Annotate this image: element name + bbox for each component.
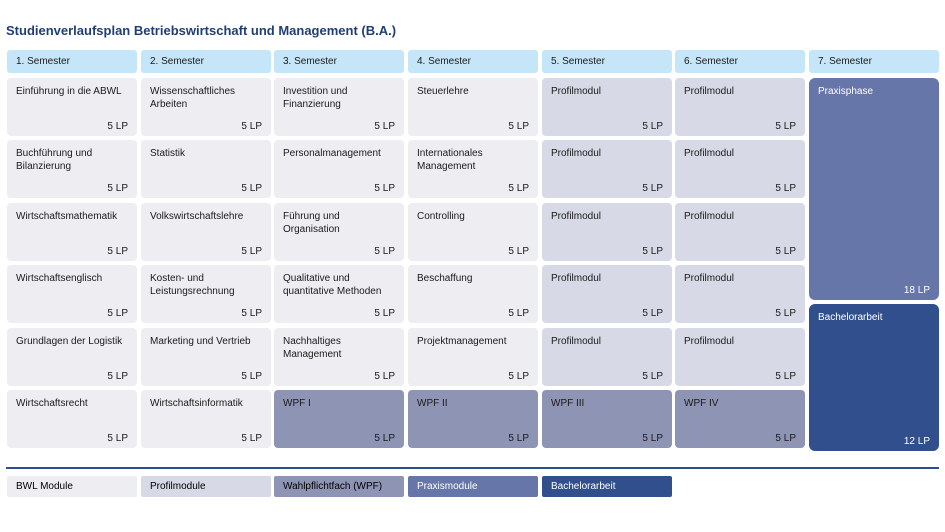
module-credits: 5 LP bbox=[241, 371, 262, 382]
module-cell[interactable] bbox=[7, 78, 137, 136]
module-name: Profilmodul bbox=[684, 86, 735, 97]
module-credits: 5 LP bbox=[374, 433, 395, 444]
module-credits: 5 LP bbox=[107, 183, 128, 194]
module-name: Bachelorarbeit bbox=[818, 312, 883, 323]
module-cell[interactable] bbox=[141, 140, 271, 198]
module-credits: 5 LP bbox=[642, 183, 663, 194]
module-name: Wirtschaftsenglisch bbox=[16, 273, 103, 284]
module-name: Profilmodul bbox=[551, 86, 602, 97]
module-credits: 5 LP bbox=[508, 308, 529, 319]
module-credits: 5 LP bbox=[374, 246, 395, 257]
module-name: Profilmodul bbox=[551, 211, 602, 222]
module-cell[interactable] bbox=[542, 390, 672, 448]
module-cell[interactable] bbox=[542, 265, 672, 323]
module-credits: 18 LP bbox=[903, 285, 930, 296]
module-credits: 5 LP bbox=[374, 121, 395, 132]
module-cell[interactable] bbox=[408, 78, 538, 136]
module-credits: 5 LP bbox=[775, 308, 796, 319]
module-name: Wirtschaftsinformatik bbox=[150, 398, 243, 409]
module-name: WPF I bbox=[283, 398, 311, 409]
module-credits: 12 LP bbox=[903, 436, 930, 447]
module-cell[interactable] bbox=[141, 203, 271, 261]
legend-bwl-module: BWL Module bbox=[7, 476, 137, 497]
module-credits: 5 LP bbox=[508, 183, 529, 194]
module-credits: 5 LP bbox=[642, 246, 663, 257]
module-credits: 5 LP bbox=[241, 433, 262, 444]
module-cell[interactable] bbox=[7, 390, 137, 448]
module-credits: 5 LP bbox=[241, 308, 262, 319]
module-credits: 5 LP bbox=[107, 371, 128, 382]
module-name: Profilmodul bbox=[684, 148, 735, 159]
module-name: WPF II bbox=[417, 398, 448, 409]
module-cell[interactable] bbox=[7, 265, 137, 323]
module-name: Profilmodul bbox=[684, 273, 735, 284]
module-name: Controlling bbox=[417, 211, 465, 222]
module-cell[interactable] bbox=[675, 140, 805, 198]
semester-4-header: 4. Semester bbox=[408, 50, 538, 73]
module-credits: 5 LP bbox=[775, 371, 796, 382]
module-name: Profilmodul bbox=[551, 273, 602, 284]
module-praxisphase[interactable] bbox=[809, 78, 939, 300]
module-name: Investition und Finanzierung bbox=[283, 86, 348, 110]
module-credits: 5 LP bbox=[775, 433, 796, 444]
semester-3-header: 3. Semester bbox=[274, 50, 404, 73]
legend-wahlpflichtfach: Wahlpflichtfach (WPF) bbox=[274, 476, 404, 497]
semester-1-header: 1. Semester bbox=[7, 50, 137, 73]
semester-6-header: 6. Semester bbox=[675, 50, 805, 73]
module-name: Profilmodul bbox=[684, 336, 735, 347]
module-name: Qualitative und quantitative Methoden bbox=[283, 273, 382, 297]
page-title: Studienverlaufsplan Betriebswirtschaft und Management (B.A.) bbox=[6, 23, 397, 38]
module-cell[interactable] bbox=[675, 265, 805, 323]
module-credits: 5 LP bbox=[642, 121, 663, 132]
module-credits: 5 LP bbox=[241, 121, 262, 132]
module-cell[interactable] bbox=[675, 390, 805, 448]
module-name: Profilmodul bbox=[551, 148, 602, 159]
module-credits: 5 LP bbox=[642, 371, 663, 382]
module-name: Einführung in die ABWL bbox=[16, 86, 122, 97]
module-name: Personalmanagement bbox=[283, 148, 381, 159]
module-cell[interactable] bbox=[542, 328, 672, 386]
module-credits: 5 LP bbox=[107, 121, 128, 132]
module-name: Profilmodul bbox=[551, 336, 602, 347]
module-credits: 5 LP bbox=[107, 308, 128, 319]
module-cell[interactable] bbox=[542, 78, 672, 136]
module-name: Steuerlehre bbox=[417, 86, 469, 97]
semester-7-header: 7. Semester bbox=[809, 50, 939, 73]
module-cell[interactable] bbox=[675, 78, 805, 136]
module-cell[interactable] bbox=[675, 328, 805, 386]
module-credits: 5 LP bbox=[374, 308, 395, 319]
module-cell[interactable] bbox=[141, 78, 271, 136]
legend-bachelorarbeit: Bachelorarbeit bbox=[542, 476, 672, 497]
module-cell[interactable] bbox=[274, 328, 404, 386]
module-credits: 5 LP bbox=[508, 433, 529, 444]
module-cell[interactable] bbox=[408, 328, 538, 386]
module-cell[interactable] bbox=[141, 328, 271, 386]
module-credits: 5 LP bbox=[241, 246, 262, 257]
module-credits: 5 LP bbox=[241, 183, 262, 194]
module-credits: 5 LP bbox=[508, 246, 529, 257]
module-name: WPF IV bbox=[684, 398, 719, 409]
module-cell[interactable] bbox=[141, 265, 271, 323]
module-bachelorarbeit[interactable] bbox=[809, 304, 939, 451]
module-credits: 5 LP bbox=[508, 121, 529, 132]
module-name: WPF III bbox=[551, 398, 585, 409]
module-cell[interactable] bbox=[542, 140, 672, 198]
legend-profilmodule: Profilmodule bbox=[141, 476, 271, 497]
module-credits: 5 LP bbox=[374, 183, 395, 194]
module-credits: 5 LP bbox=[374, 371, 395, 382]
module-name: Beschaffung bbox=[417, 273, 473, 284]
module-credits: 5 LP bbox=[107, 246, 128, 257]
module-cell[interactable] bbox=[408, 140, 538, 198]
module-name: Profilmodul bbox=[684, 211, 735, 222]
module-cell[interactable] bbox=[7, 328, 137, 386]
module-cell[interactable] bbox=[408, 265, 538, 323]
module-cell[interactable] bbox=[542, 203, 672, 261]
module-cell[interactable] bbox=[274, 78, 404, 136]
module-name: Führung und Organisation bbox=[283, 211, 340, 235]
module-cell[interactable] bbox=[7, 203, 137, 261]
semester-5-header: 5. Semester bbox=[542, 50, 672, 73]
module-name: Praxisphase bbox=[818, 86, 874, 97]
module-cell[interactable] bbox=[7, 140, 137, 198]
module-name: Internationales Management bbox=[417, 148, 483, 172]
module-credits: 5 LP bbox=[508, 371, 529, 382]
legend-praxismodule: Praxismodule bbox=[408, 476, 538, 497]
module-credits: 5 LP bbox=[107, 433, 128, 444]
module-name: Wissenschaftliches Arbeiten bbox=[150, 86, 236, 110]
module-name: Volkswirtschaftslehre bbox=[150, 211, 244, 222]
module-name: Projektmanagement bbox=[417, 336, 507, 347]
module-credits: 5 LP bbox=[775, 121, 796, 132]
module-cell[interactable] bbox=[274, 265, 404, 323]
module-name: Wirtschaftsrecht bbox=[16, 398, 88, 409]
module-name: Wirtschaftsmathematik bbox=[16, 211, 118, 222]
module-name: Statistik bbox=[150, 148, 186, 159]
module-credits: 5 LP bbox=[775, 183, 796, 194]
module-name: Kosten- und Leistungsrechnung bbox=[150, 273, 235, 297]
module-cell[interactable] bbox=[675, 203, 805, 261]
legend-divider bbox=[6, 467, 939, 469]
module-cell[interactable] bbox=[274, 203, 404, 261]
module-cell[interactable] bbox=[408, 203, 538, 261]
module-credits: 5 LP bbox=[642, 308, 663, 319]
module-name: Marketing und Vertrieb bbox=[150, 336, 251, 347]
module-cell[interactable] bbox=[141, 390, 271, 448]
module-name: Buchführung und Bilanzierung bbox=[16, 148, 93, 172]
module-cell[interactable] bbox=[274, 390, 404, 448]
module-credits: 5 LP bbox=[642, 433, 663, 444]
module-name: Grundlagen der Logistik bbox=[16, 336, 123, 347]
module-credits: 5 LP bbox=[775, 246, 796, 257]
module-name: Nachhaltiges Management bbox=[283, 336, 342, 360]
semester-2-header: 2. Semester bbox=[141, 50, 271, 73]
module-cell[interactable] bbox=[408, 390, 538, 448]
module-cell[interactable] bbox=[274, 140, 404, 198]
